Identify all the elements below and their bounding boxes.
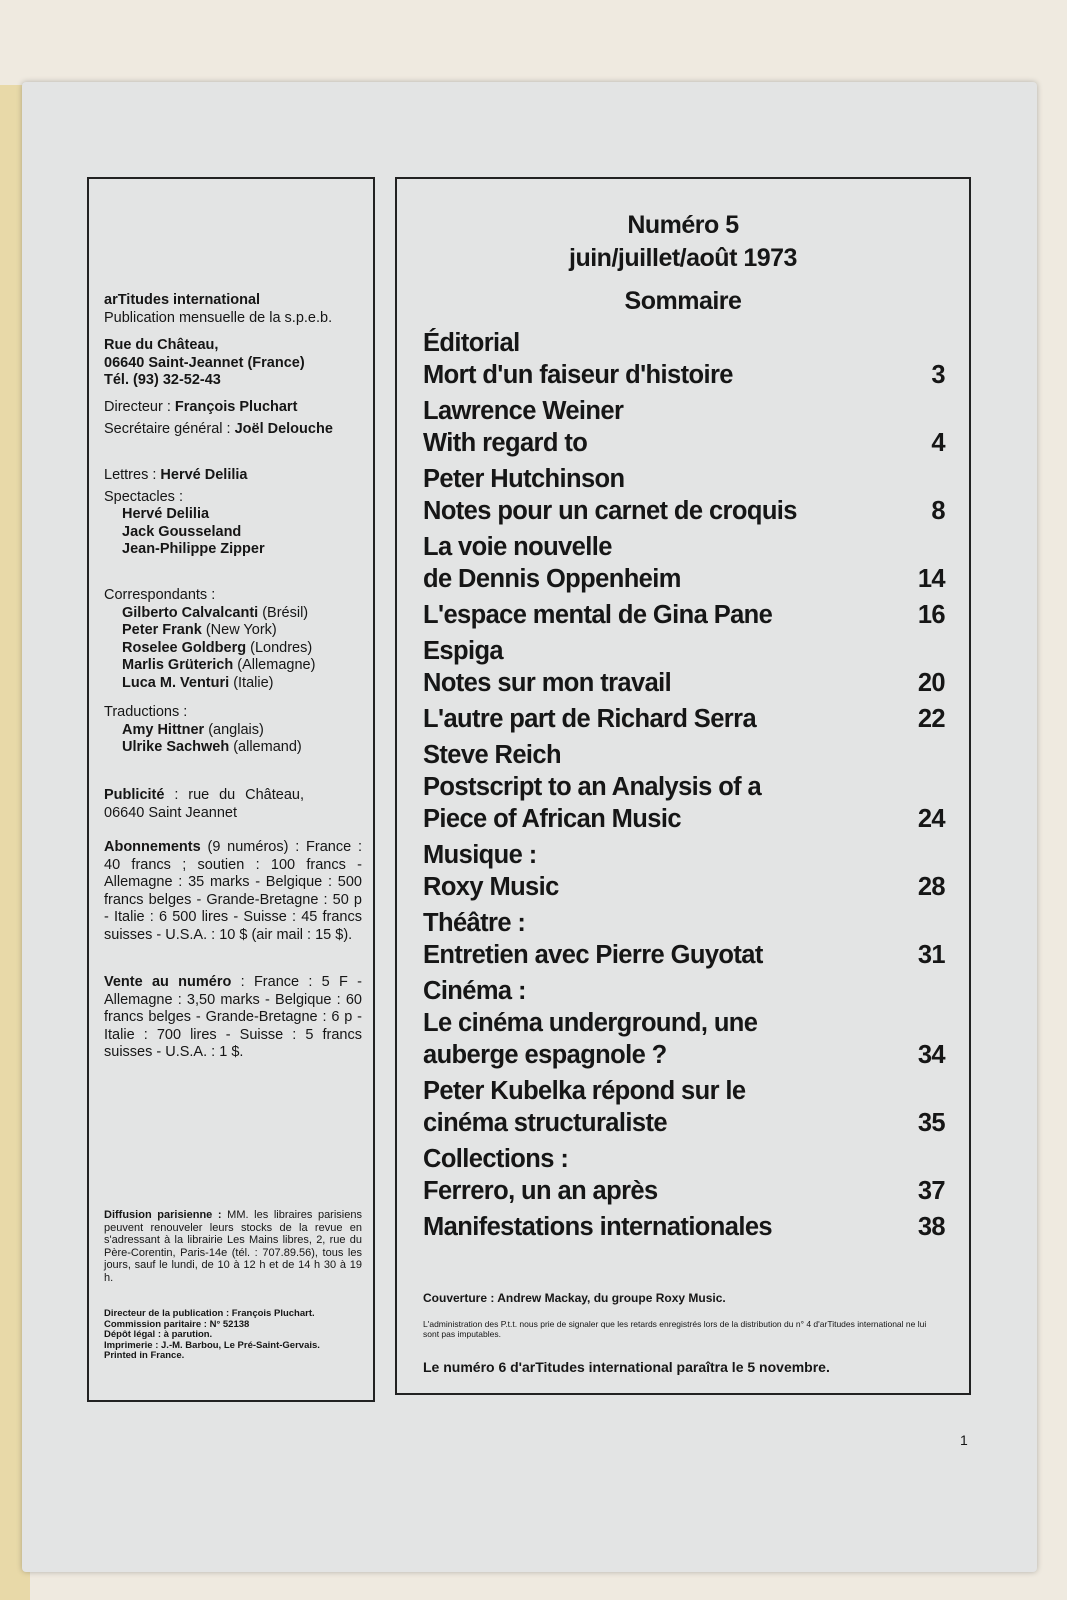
toc-entry [423,395,945,459]
toc-entry-title-line: With regard to [423,429,588,457]
masthead-title [104,292,332,327]
toc-entry-title-line: Ferrero, un an après [423,1177,658,1205]
toc-entry-title-line: Peter Hutchinson [423,465,625,493]
publicite [104,787,304,822]
toc-entry [423,463,945,527]
staff [104,399,333,438]
name: Amy Hittner [122,721,205,738]
publicite-text: : rue du Château, 06640 Saint Jeannet [104,787,304,821]
toc-entry-title-line: Théâtre : [423,909,526,937]
name: Jean-Philippe Zipper [122,541,265,557]
toc-entry [423,975,945,1071]
secretaire: Joël Delouche [234,420,333,437]
toc-entry [423,703,945,735]
toc-entry-title-line: Roxy Music [423,873,559,901]
place: (Brésil) [262,604,309,621]
abonnements-text: (9 numéros) : France : 40 francs ; soutien : 100 francs - Allemagne : 35 marks - Belgique : 500 francs belges - Grande-Bretagne : 50 p - Italie : 6 500 lires - Suisse : 45 francs suisses - U.S.A. : 10 $ (air mail : 15 $). [104,839,363,943]
label: Diffusion parisienne : [104,1209,222,1221]
name: Marlis Grüterich [122,657,234,673]
legal-notice [104,1309,362,1362]
address [104,337,305,390]
label: Lettres : [104,467,157,483]
label: Directeur : [104,399,171,415]
legal-line: Printed in France. [104,1350,185,1361]
address-line: Rue du Château, [104,337,219,353]
name: Luca M. Venturi [122,674,230,691]
toc-entry-title-line: Postscript to an Analysis of a [423,773,762,801]
toc-entry-title-line: Musique : [423,841,537,869]
lettres: Hervé Delilia [160,467,248,483]
lang: (anglais) [208,721,264,738]
toc-entry-title-line: Steve Reich [423,741,561,769]
place: (Allemagne) [237,657,316,673]
name: Hervé Delilia [122,506,210,522]
label: Traductions : [104,704,188,720]
contents-heading: Sommaire [624,287,742,315]
toc-entry [423,907,945,971]
toc-entry-title-line: La voie nouvelle [423,533,612,561]
abonnements [104,839,362,944]
toc-page-number: 22 [917,705,945,733]
name: Ulrike Sachweh [122,739,230,755]
name: Roselee Goldberg [122,639,247,656]
name: Peter Frank [122,622,202,638]
table-of-contents [423,327,945,1247]
toc-entry-title-line: Le cinéma underground, une [423,1009,758,1037]
toc-entry [423,739,945,835]
label: Vente au numéro [104,974,232,990]
vente-text: : France : 5 F - Allemagne : 3,50 marks - Belgique : 60 francs belges - Grande-Bretagne : 6 p - Italie : 700 lires - Suisse : 5 francs suisses - U.S.A. : 1 $. [104,974,362,1060]
toc-page-number: 20 [917,669,945,697]
toc-page-number: 3 [931,361,945,389]
toc-entry-title-line: Peter Kubelka répond sur le [423,1077,746,1105]
toc-page-number: 14 [917,565,945,593]
masthead-box [87,177,375,1402]
toc-entry-title-line: Notes pour un carnet de croquis [423,497,797,525]
place: (Italie) [233,674,274,691]
diffusion-text: MM. les libraires parisiens peuvent renouveler leurs stocks de la revue en s'adressant à la librairie Les Mains libres, 2, rue du Père-Corentin, Paris-14e (tél. : 707.89.56), tous les jours, sauf le lundi, de 10 à 12 h et de 14 h 30 à 19 h. [104,1209,362,1284]
toc-entry [423,1075,945,1139]
toc-entry-title-line: L'autre part de Richard Serra [423,705,757,733]
toc-page-number: 31 [917,941,945,969]
vente-au-numero [104,974,362,1062]
legal-line: Dépôt légal : à parution. [104,1329,213,1340]
toc-entry-title-line: Éditorial [423,329,520,357]
label: Publicité [104,787,165,803]
publication-name: arTitudes international [104,292,261,308]
toc-entry-title-line: Piece of African Music [423,805,681,833]
page-number: 1 [960,1432,968,1448]
issue-number: Numéro 5 [627,211,739,239]
toc-entry-title-line: Entretien avec Pierre Guyotat [423,941,763,969]
legal-line: Imprimerie : J.-M. Barbou, Le Pré-Saint-Gervais. [104,1339,320,1351]
place: (New York) [205,622,277,638]
legal-line: Directeur de la publication : François Pluchart. [104,1308,315,1319]
toc-entry-title-line: Collections : [423,1145,569,1173]
address-line: 06640 Saint-Jeannet (France) [104,354,305,371]
toc-entry-title-line: Cinéma : [423,977,526,1005]
toc-entry [423,327,945,391]
toc-page-number: 16 [917,601,945,629]
name: Gilberto Calvalcanti [122,604,259,621]
address-line: Tél. (93) 32-52-43 [104,372,221,388]
toc-entry-title-line: Mort d'un faiseur d'histoire [423,361,733,389]
lang: (allemand) [233,739,302,755]
magazine-page [22,82,1037,1572]
cover-credit: Couverture : Andrew Mackay, du groupe Roxy Music. [423,1291,726,1305]
lettres-spectacles [104,467,265,559]
label: Secrétaire général : [104,420,231,437]
directeur: François Pluchart [174,399,298,415]
toc-entry-title-line: de Dennis Oppenheim [423,565,681,593]
toc-page-number: 28 [917,873,945,901]
traductions [104,704,302,757]
toc-entry-title-line: Manifestations internationales [423,1213,772,1241]
toc-entry [423,531,945,595]
toc-page-number: 4 [931,429,945,457]
toc-page-number: 34 [917,1041,945,1069]
toc-entry [423,1143,945,1207]
correspondants [104,587,315,692]
toc-entry-title-line: auberge espagnole ? [423,1041,667,1069]
toc-entry-title-line: Espiga [423,637,504,665]
toc-entry-title-line: L'espace mental de Gina Pane [423,601,773,629]
toc-page-number: 24 [917,805,945,833]
label: Correspondants : [104,587,216,603]
toc-page-number: 38 [917,1213,945,1241]
label: Abonnements [104,839,201,855]
diffusion [104,1209,362,1284]
toc-entry-title-line: Lawrence Weiner [423,397,624,425]
next-issue-note: Le numéro 6 d'arTitudes international paraîtra le 5 novembre. [423,1359,830,1375]
contents-box [395,177,971,1395]
issue-date: juin/juillet/août 1973 [569,244,797,272]
toc-page-number: 8 [931,497,945,525]
toc-entry [423,635,945,699]
toc-entry [423,599,945,631]
ptt-note: L'administration des P.t.t. nous prie de signaler que les retards enregistrés lors de la distribution du n° 4 d'arTitudes international ne lui sont pas imputables. [423,1319,927,1339]
place: (Londres) [250,639,313,656]
toc-entry-title-line: cinéma structuraliste [423,1109,667,1137]
toc-page-number: 35 [917,1109,945,1137]
toc-entry [423,1211,945,1243]
toc-entry-title-line: Notes sur mon travail [423,669,672,697]
toc-entry [423,839,945,903]
legal-line: Commission paritaire : N° 52138 [104,1318,250,1330]
label: Spectacles : [104,488,183,505]
name: Jack Gousseland [122,523,242,540]
toc-page-number: 37 [917,1177,945,1205]
publication-subtitle: Publication mensuelle de la s.p.e.b. [104,309,333,326]
